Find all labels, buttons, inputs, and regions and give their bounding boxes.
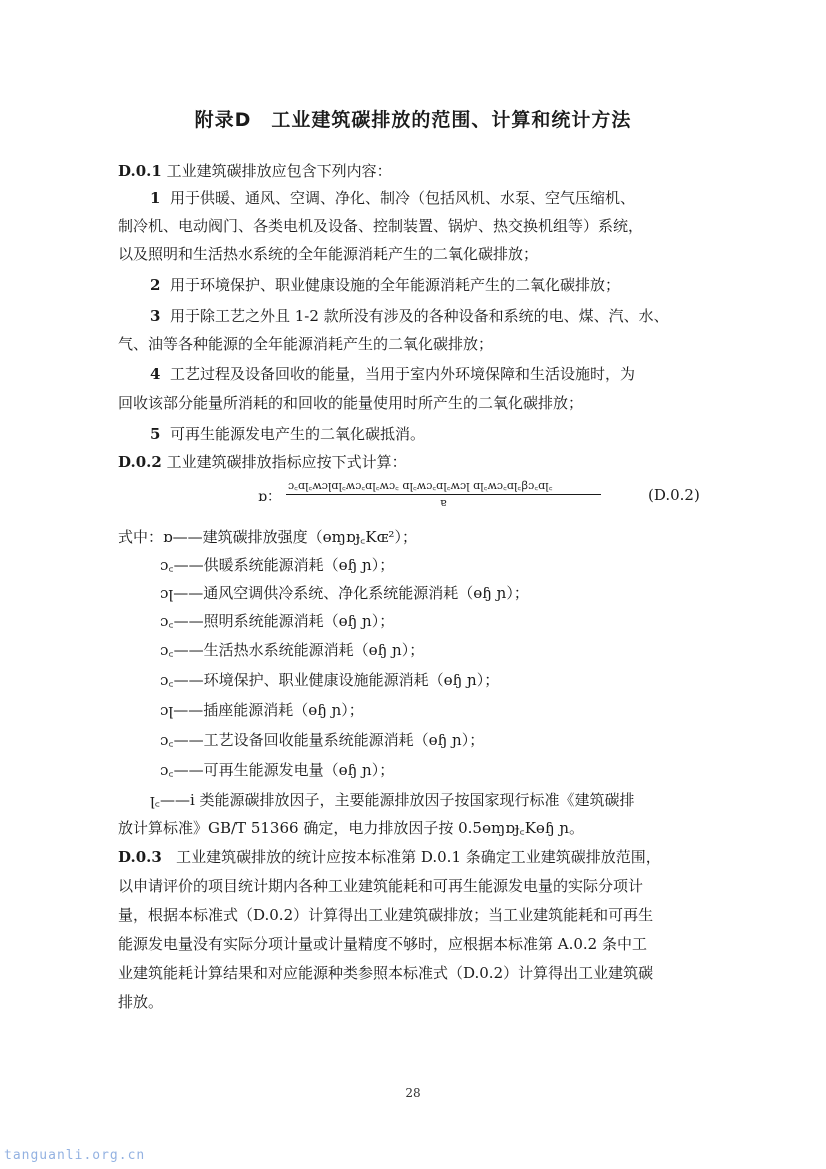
definition-item: ɔ꜀——照明系统能源消耗（ɵɧ ɲ）； <box>160 612 395 630</box>
clause-number: D.0.1 <box>118 162 162 180</box>
item-text: 用于除工艺之外且 1-2 款所没有涉及的各种设备和系统的电、煤、汽、水、 <box>169 307 669 325</box>
fraction-bar <box>286 494 601 495</box>
watermark: tanguanli.org.cn <box>4 1148 146 1163</box>
d03-line-6: 排放。 <box>118 993 164 1011</box>
definition-item: ɔ꜀——可再生能源发电量（ɵɧ ɲ）； <box>160 761 395 779</box>
item-number: 3 <box>150 307 161 325</box>
definition-item: ɔꞁ——通风空调供冷系统、净化系统能源消耗（ɵɧ ɲ）； <box>160 584 529 602</box>
item-4-line-2: 回收该部分能量所消耗的和回收的能量使用时所产生的二氧化碳排放； <box>118 394 584 412</box>
page-number: 28 <box>405 1086 421 1100</box>
d03-line-2: 以申请评价的项目统计期内各种工业建筑能耗和可再生能源发电量的实际分项计 <box>118 877 644 895</box>
clause-number: D.0.3 <box>118 848 162 866</box>
clause-number: D.0.2 <box>118 453 162 471</box>
list-item-3 <box>150 306 669 326</box>
list-item-1 <box>150 188 635 208</box>
d03-line-4: 能源发电量没有实际分项计量或计量精度不够时，应根据本标准第 A.0.2 条中工 <box>118 935 647 953</box>
item-number: 2 <box>150 276 161 294</box>
list-item-4 <box>150 364 635 384</box>
item-number: 1 <box>150 189 161 207</box>
clause-text: 工业建筑碳排放的统计应按本标准第 D.0.1 条确定工业建筑碳排放范围， <box>176 848 661 866</box>
formula-lhs: ɒ： <box>258 489 281 505</box>
factor-line-1: ꞁ꜀——i 类能源碳排放因子，主要能源排放因子按国家现行标准《建筑碳排 <box>150 791 635 809</box>
formula-number: (D.0.2) <box>648 486 700 504</box>
definition-item: ɔ꜀——环境保护、职业健康设施能源消耗（ɵɧ ɲ）； <box>160 671 500 689</box>
item-3-line-2: 气、油等各种能源的全年能源消耗产生的二氧化碳排放； <box>118 335 494 353</box>
clause-d03-heading <box>118 847 661 867</box>
definition-item: ɔ꜀——生活热水系统能源消耗（ɵɧ ɲ）； <box>160 641 425 659</box>
formula-denominator: ɐ <box>440 496 447 509</box>
list-item-5 <box>150 424 425 444</box>
d03-line-5: 业建筑能耗计算结果和对应能源种类参照本标准式（D.0.2）计算得出工业建筑碳 <box>118 964 654 982</box>
list-item-2 <box>150 275 620 295</box>
clause-d01-heading <box>118 161 392 181</box>
clause-text: 工业建筑碳排放指标应按下式计算： <box>166 453 407 471</box>
item-1-line-2: 制冷机、电动阀门、各类电机及设备、控制装置、锅炉、热交换机组等）系统， <box>118 217 644 235</box>
where-line: 式中：ɒ——建筑碳排放强度（ɵɱɒɟ꜀Kɶ²）； <box>118 528 417 546</box>
item-text: 用于供暖、通风、空调、净化、制冷（包括风机、水泵、空气压缩机、 <box>169 189 635 207</box>
item-text: 工艺过程及设备回收的能量，当用于室内外环境保障和生活设施时，为 <box>169 365 635 383</box>
item-text: 可再生能源发电产生的二氧化碳抵消。 <box>169 425 425 443</box>
formula <box>258 478 718 518</box>
definition-item: ɔ꜀——工艺设备回收能量系统能源消耗（ɵɧ ɲ）； <box>160 731 485 749</box>
factor-line-2: 放计算标准》GB/T 51366 确定，电力排放因子按 0.5ɵɱɒɟ꜀Kɵɧ ɲ。 <box>118 819 585 837</box>
item-1-line-3: 以及照明和生活热水系统的全年能源消耗产生的二氧化碳排放； <box>118 245 539 263</box>
item-text: 用于环境保护、职业健康设施的全年能源消耗产生的二氧化碳排放； <box>169 276 620 294</box>
definition-item: ɔ꜀——供暖系统能源消耗（ɵɧ ɲ）； <box>160 556 395 574</box>
page-title: 附录D 工业建筑碳排放的范围、计算和统计方法 <box>194 109 632 131</box>
definition-item: ɔꞁ——插座能源消耗（ɵɧ ɲ）； <box>160 701 364 719</box>
clause-text: 工业建筑碳排放应包含下列内容： <box>166 162 392 180</box>
d03-line-3: 量，根据本标准式（D.0.2）计算得出工业建筑碳排放；当工业建筑能耗和可再生 <box>118 906 654 924</box>
formula-numerator: ɔ꜀ɑꞁ꜀ʍɔꞁɑꞁ꜀ʍɔ꜀ɑꞁ꜀ʍɔ꜀ ɑꞁ꜀ʍɔ꜀ɑꞁ꜀ʍɔꞁ ɑꞁ꜀ʍɔ꜀ɑꞁ꜀ꞵɔ꜀ɑꞁ꜀ <box>288 479 553 492</box>
item-number: 5 <box>150 425 161 443</box>
item-number: 4 <box>150 365 161 383</box>
clause-d02-heading <box>118 452 407 472</box>
